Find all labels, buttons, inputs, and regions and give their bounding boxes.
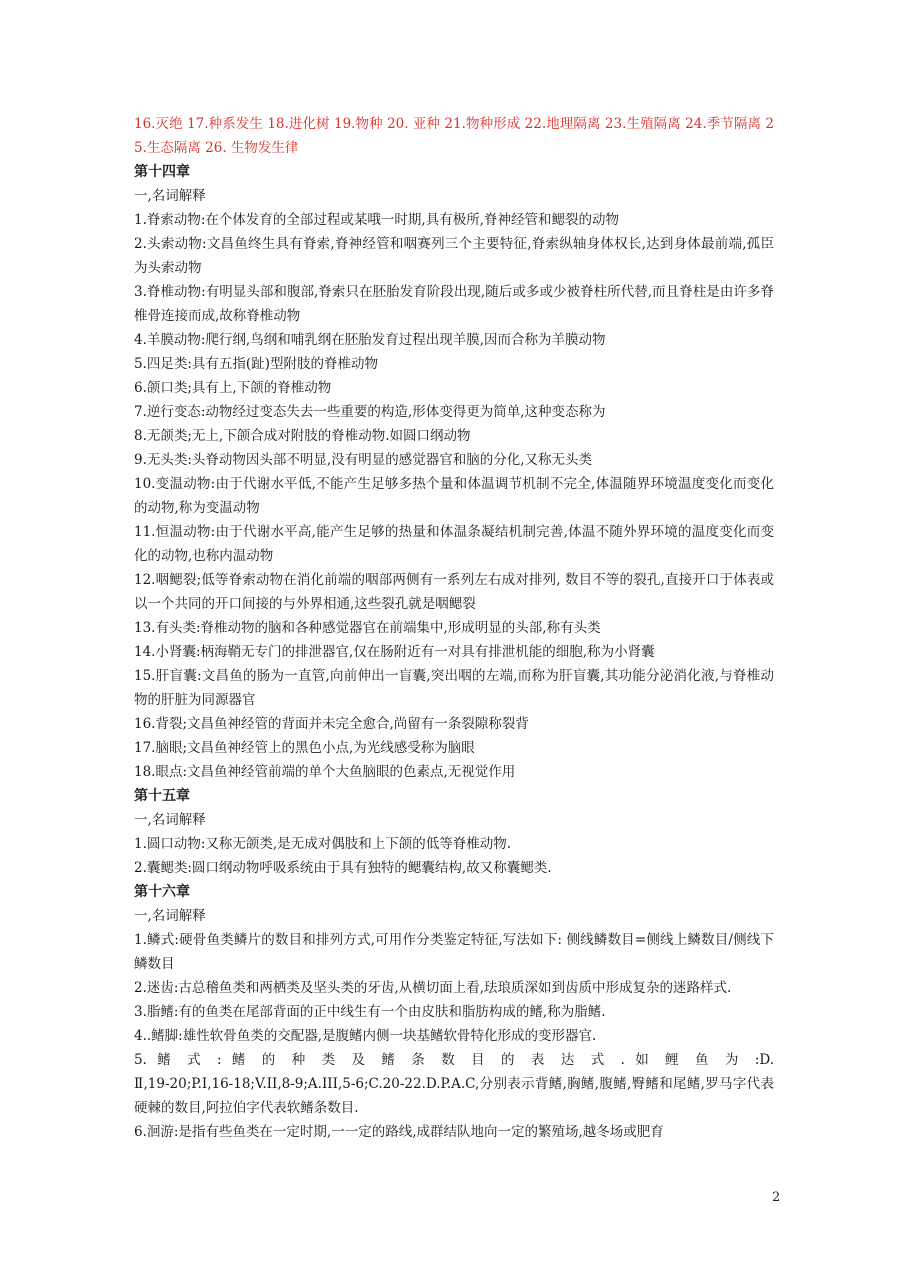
definition-item: 4..鳍脚:雄性软骨鱼类的交配器,是腹鳍内侧一块基鳍软骨特化形成的变形器官. bbox=[134, 1028, 597, 1044]
definition-item: 13.有头类:脊椎动物的脑和各种感觉器官在前端集中,形成明显的头部,称有头类 bbox=[134, 620, 601, 636]
definition-item: 6.洄游:是指有些鱼类在一定时期,一一定的路线,成群结队地向一定的繁殖场,越冬场或肥育 bbox=[134, 1124, 664, 1140]
definition-item: 10.变温动物:由于代谢水平低,不能产生足够多热个量和体温调节机制不完全,体温随界环境温度变化而变化的动物,称为变温动物 bbox=[134, 476, 774, 516]
definition-item: 4.羊膜动物:爬行纲,鸟纲和哺乳纲在胚胎发育过程出现羊膜,因而合称为羊膜动物 bbox=[134, 332, 606, 348]
definition-item: 6.颌口类;具有上,下颌的脊椎动物 bbox=[134, 380, 332, 396]
definition-item: 18.眼点:文昌鱼神经管前端的单个大鱼脑眼的色素点,无视觉作用 bbox=[134, 764, 516, 780]
definition-item: 15.肝盲囊:文昌鱼的肠为一直管,向前伸出一盲囊,突出咽的左端,而称为肝盲囊,其功能分泌消化液,与脊椎动物的肝脏为同源器官 bbox=[134, 668, 774, 708]
definition-item: 1.鳞式:硬骨鱼类鳞片的数目和排列方式,可用作分类鉴定特征,写法如下: 侧线鳞数目=侧线上鳞数目/侧线下鳞数目 bbox=[134, 932, 774, 972]
definition-item: 7.逆行变态:动物经过变态失去一些重要的构造,形体变得更为简单,这种变态称为 bbox=[134, 404, 606, 420]
chapter-15-subheading: 一,名词解释 bbox=[134, 812, 206, 828]
page-number: 2 bbox=[772, 1190, 781, 1205]
chapter-14-subheading: 一,名词解释 bbox=[134, 188, 206, 204]
definition-item: 3.脂鳍:有的鱼类在尾部背面的正中线生有一个由皮肤和脂肪构成的鳍,称为脂鳍. bbox=[134, 1004, 606, 1020]
definition-item: 5.四足类:具有五指(趾)型附肢的脊椎动物 bbox=[134, 356, 378, 372]
definition-item: 3.脊椎动物:有明显头部和腹部,脊索只在胚胎发育阶段出现,随后或多或少被脊柱所代替,而且脊柱是由许多脊椎骨连接而成,故称脊椎动物 bbox=[134, 284, 774, 324]
definition-item: 9.无头类:头脊动物因头部不明显,没有明显的感觉器官和脑的分化,又称无头类 bbox=[134, 452, 593, 468]
definition-item: 17.脑眼;文昌鱼神经管上的黑色小点,为光线感受称为脑眼 bbox=[134, 740, 475, 756]
chapter-16-heading: 第十六章 bbox=[134, 884, 190, 900]
definition-item: 1.圆口动物:又称无颌类,是无成对偶肢和上下颌的低等脊椎动物. bbox=[134, 836, 512, 852]
chapter-16-subheading: 一,名词解释 bbox=[134, 908, 206, 924]
red-term-list: 16.灭绝 17.种系发生 18.进化树 19.物种 20. 亚种 21.物种形成 22.地理隔离 23.生殖隔离 24.季节隔离 25.生态隔离 26. 生物发生律 bbox=[134, 116, 774, 156]
chapter-14-heading: 第十四章 bbox=[134, 164, 190, 180]
definition-item: 1.脊索动物:在个体发育的全部过程或某哦一时期,具有极所,脊神经管和鳃裂的动物 bbox=[134, 212, 620, 228]
definition-item: 16.背裂;文昌鱼神经管的背面并未完全愈合,尚留有一条裂隙称裂背 bbox=[134, 716, 529, 732]
fin-formula-detail: Ⅱ,19-20;P.I,16-18;V.II,8-9;A.III,5-6;C.20-22.D.P.A.C,分别表示背鳍,胸鳍,腹鳍,臀鳍和尾鳍,罗马字代表硬棘的数目,阿拉伯字代表软鳍条数目. bbox=[134, 1076, 774, 1116]
definition-item: 14.小肾囊:柄海鞘无专门的排泄器官,仅在肠附近有一对具有排泄机能的细胞,称为小肾囊 bbox=[134, 644, 655, 660]
definition-item: 2.头索动物:文昌鱼终生具有脊索,脊神经管和咽赛列三个主要特征,脊索纵轴身体权长,达到身体最前端,孤臣为头索动物 bbox=[134, 236, 774, 276]
definition-item: 2.迷齿:古总稽鱼类和两栖类及坚头类的牙齿,从横切面上看,珐琅质深如到齿质中形成复杂的迷路样式. bbox=[134, 980, 732, 996]
document-page bbox=[134, 112, 774, 1144]
definition-item: 8.无颌类;无上,下颌合成对附肢的脊椎动物.如圆口纲动物 bbox=[134, 428, 471, 444]
definition-item: 2.囊鳃类:圆口纲动物呼吸系统由于具有独特的鳃囊结构,故又称囊鳃类. bbox=[134, 860, 552, 876]
fin-formula-line: 5. 鳍 式 : 鳍 的 种 类 及 鳍 条 数 目 的 表 达 式 . 如 鲤 鱼 为 :D. bbox=[134, 1052, 774, 1068]
chapter-15-heading: 第十五章 bbox=[134, 788, 190, 804]
definition-item: 11.恒温动物:由于代谢水平高,能产生足够的热量和体温条凝结机制完善,体温不随外界环境的温度变化而变化的动物,也称内温动物 bbox=[134, 524, 774, 564]
definition-item: 12.咽鳃裂;低等脊索动物在消化前端的咽部两侧有一系列左右成对排列, 数目不等的裂孔,直接开口于体表或以一个共同的开口间接的与外界相通,这些裂孔就是咽鳃裂 bbox=[134, 572, 774, 612]
